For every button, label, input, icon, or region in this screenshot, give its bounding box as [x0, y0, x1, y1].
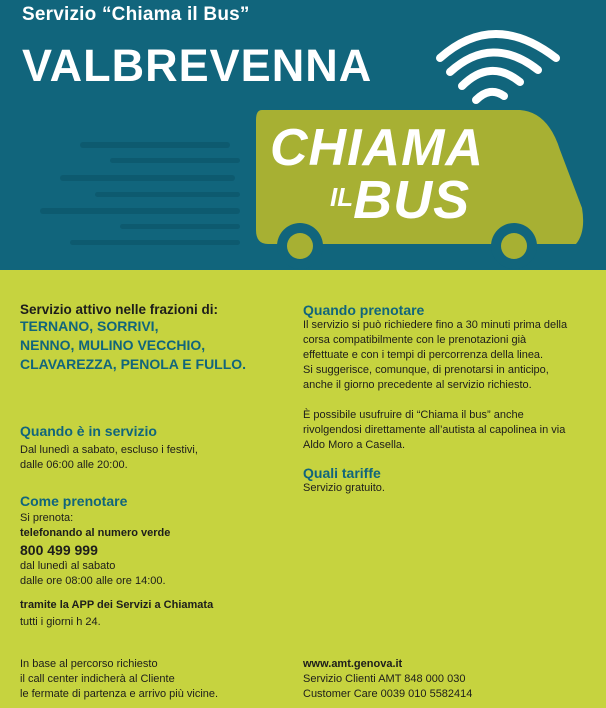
driver-section	[303, 408, 601, 453]
fare-section	[303, 466, 601, 496]
route-section	[20, 657, 290, 702]
when-section	[20, 424, 290, 473]
service-subtitle: Servizio “Chiama il Bus”	[22, 4, 250, 25]
app-hours: tutti i giorni h 24.	[20, 616, 101, 628]
info-panel	[0, 270, 606, 708]
frazioni-line: CLAVAREZZA, PENOLA E FULLO.	[20, 356, 247, 372]
route-line: le fermate di partenza e arrivo più vicine.	[20, 688, 219, 700]
frazioni-line: NENNO, MULINO VECCHIO,	[20, 337, 206, 353]
book-line: Si suggerisce, comunque, di prenotarsi in anticipo,	[303, 364, 549, 376]
header-banner	[0, 0, 606, 270]
book-section	[303, 303, 601, 393]
how-intro: Si prenota:	[20, 512, 74, 524]
phone-hours-line: dalle ore 08:00 alle ore 14:00.	[20, 575, 166, 587]
fare-line: Servizio gratuito.	[303, 482, 385, 494]
logo-ilbus-text	[330, 172, 470, 228]
phone-label: telefonando al numero verde	[20, 527, 171, 539]
contact-section	[303, 657, 601, 702]
phone-number: 800 499 999	[20, 542, 98, 558]
frazioni-section	[20, 302, 290, 374]
frazioni-title: Servizio attivo nelle frazioni di:	[20, 302, 219, 317]
book-line: Il servizio si può richiedere fino a 30 minuti prima della	[303, 319, 568, 331]
book-line: effettuate e con i tempi di percorrenza della linea.	[303, 349, 544, 361]
book-line: corsa compatibilmente con le prenotazioni già	[303, 334, 527, 346]
book-line: anche il giorno precedente al servizio richiesto.	[303, 379, 532, 391]
logo-il-text: IL	[330, 182, 354, 212]
website-link[interactable]: www.amt.genova.it	[303, 658, 403, 670]
speed-lines-icon	[40, 142, 240, 245]
fare-title: Quali tariffe	[303, 465, 381, 481]
logo-chiama-text: CHIAMA	[270, 119, 484, 177]
driver-line: È possibile usufruire di “Chiama il bus” anche	[303, 409, 524, 421]
driver-line: Aldo Moro a Casella.	[303, 439, 406, 451]
when-line: Dal lunedì a sabato, escluso i festivi,	[20, 444, 198, 456]
when-line: dalle 06:00 alle 20:00.	[20, 459, 128, 471]
when-title: Quando è in servizio	[20, 423, 157, 439]
route-line: In base al percorso richiesto	[20, 658, 158, 670]
signal-waves-icon	[440, 34, 556, 100]
driver-line: rivolgendosi direttamente all’autista al capolinea in via	[303, 424, 566, 436]
logo-bus-text: BUS	[353, 170, 471, 230]
contact-line: Servizio Clienti AMT 848 000 030	[303, 673, 466, 685]
route-line: il call center indicherà al Cliente	[20, 673, 175, 685]
how-title: Come prenotare	[20, 493, 128, 509]
how-section	[20, 494, 290, 630]
frazioni-line: TERNANO, SORRIVI,	[20, 318, 159, 334]
phone-hours-line: dal lunedì al sabato	[20, 560, 116, 572]
contact-line: Customer Care 0039 010 5582414	[303, 688, 473, 700]
place-title: VALBREVENNA	[22, 40, 373, 91]
book-title: Quando prenotare	[303, 302, 425, 318]
app-label: tramite la APP dei Servizi a Chiamata	[20, 599, 214, 611]
